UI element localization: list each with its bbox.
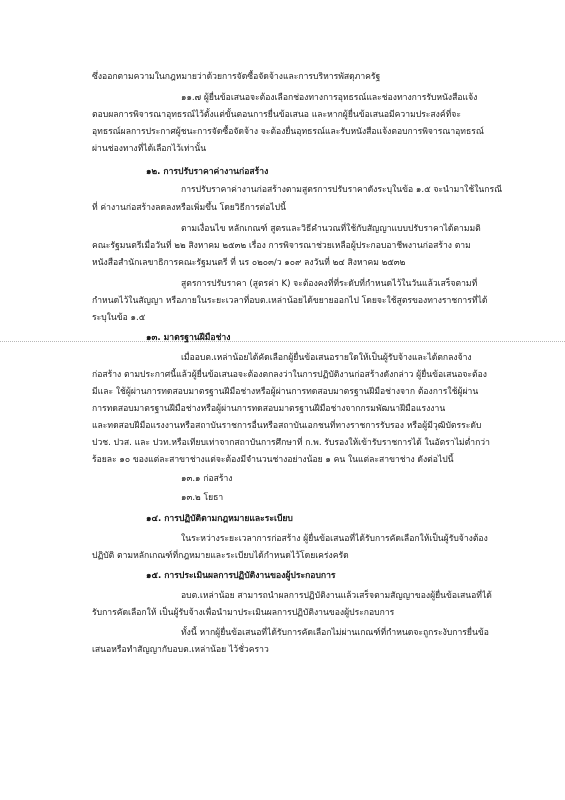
paragraph-line: รับการคัดเลือกให้ เป็นผู้รับจ้างเพื่อนำมาประเมินผลการปฏิบัติงานของผู้ประกอบการ	[92, 608, 395, 618]
paragraph-line: สูตรการปรับราคา (สูตรค่า K) จะต้องคงที่ที่ระดับที่กำหนดไว้ในวันแล้วเสร็จตามที่	[181, 279, 478, 289]
paragraph-line: ปฏิบัติ ตามหลักเกณฑ์ที่กฎหมายและระเบียบได้กำหนดไว้โดยเคร่งครัด	[92, 551, 349, 561]
scan-artifact-dotted-line	[0, 341, 565, 342]
list-item: ๑๓.๒ โยธา	[181, 493, 224, 503]
paragraph-line: อบต.เหล่าน้อย สามารถนำผลการปฏิบัติงานแล้วเสร็จตามสัญญาของผู้ยื่นข้อเสนอที่ได้	[181, 591, 492, 601]
paragraph-line: ซึ่งออกตามความในกฎหมายว่าด้วยการจัดซื้อจัดจ้างและการบริหารพัสดุภาครัฐ	[92, 72, 381, 82]
section-heading: ๑๒. การปรับราคาค่างานก่อสร้าง	[146, 167, 269, 177]
paragraph-line: ๑๑.๗ ผู้ยื่นข้อเสนอจะต้องเลือกช่องทางการอุทธรณ์และช่องทางการรับหนังสือแจ้ง	[181, 93, 478, 103]
paragraph-line: และทดสอบฝีมือแรงงานหรือสถาบันราชการอื่นหรือสถาบันเอกชนที่ทางราชการรับรอง หรือผู้มีวุฒิบัตรระดับ	[92, 421, 482, 431]
section-heading: ๑๕. การประเมินผลการปฏิบัติงานของผู้ประกอบการ	[146, 571, 336, 581]
paragraph-line: เสนอหรือทำสัญญากับอบต.เหล่าน้อย ไว้ชั่วคราว	[92, 645, 269, 655]
section-heading: ๑๔. การปฏิบัติตามกฎหมายและระเบียบ	[146, 514, 293, 524]
paragraph-line: ตามเงื่อนไข หลักเกณฑ์ สูตรและวิธีคำนวณที่ใช้กับสัญญาแบบปรับราคาได้ตามมติ	[181, 224, 481, 234]
paragraph-line: ผ่านช่องทางที่ได้เลือกไว้เท่านั้น	[92, 144, 207, 154]
paragraph-line: ร้อยละ ๑๐ ของแต่ละสาขาช่างแต่จะต้องมีจำนวนช่างอย่างน้อย ๑ คน ในแต่ละสาขาช่าง ดังต่อไปนี้	[92, 455, 454, 465]
paragraph-line: ในระหว่างระยะเวลาการก่อสร้าง ผู้ยื่นข้อเสนอที่ได้รับการคัดเลือกให้เป็นผู้รับจ้างต้อง	[181, 534, 488, 544]
paragraph-line: การทดสอบมาตรฐานฝีมือช่างหรือผู้ผ่านการทดสอบมาตรฐานฝีมือช่างจากกรมพัฒนาฝีมือแรงงาน	[92, 404, 446, 414]
list-item: ๑๓.๑ ก่อสร้าง	[181, 474, 233, 484]
paragraph-line: ระบุในข้อ ๑.๕	[92, 313, 146, 323]
paragraph-line: ทั้งนี้ หากผู้ยื่นข้อเสนอที่ได้รับการคัดเลือกไม่ผ่านเกณฑ์ที่กำหนดจะถูกระงับการยื่นข้อ	[181, 628, 489, 638]
paragraph-line: ตอบผลการพิจารณาอุทธรณ์ไว้ตั้งแต่ขั้นตอนการยื่นข้อเสนอ และหากผู้ยื่นข้อเสนอมีความประสงค์ที่จะ	[92, 110, 461, 120]
paragraph-line: อุทธรณ์ผลการประกาศผู้ชนะการจัดซื้อจัดจ้าง จะต้องยื่นอุทธรณ์และรับหนังสือแจ้งตอบการพิจารณาอุทธรณ์	[92, 127, 484, 137]
paragraph-line: ปวช. ปวส. และ ปวท.หรือเทียบเท่าจากสถาบันการศึกษาที่ ก.พ. รับรองให้เข้ารับราชการได้ ในอัตราไม่ต่ำกว่า	[92, 438, 490, 448]
paragraph-line: กำหนดไว้ในสัญญา หรือภายในระยะเวลาที่อบต.เหล่าน้อยได้ขยายออกไป โดยจะใช้สูตรของทางราชการที่ได้	[92, 296, 488, 306]
section-heading: ๑๓. มาตรฐานฝีมือช่าง	[146, 333, 231, 343]
paragraph-line: หนังสือสำนักเลขาธิการคณะรัฐมนตรี ที่ นร ๐๒๐๓/ว ๑๐๙ ลงวันที่ ๒๔ สิงหาคม ๒๕๓๒	[92, 258, 406, 268]
paragraph-line: ที่ ค่างานก่อสร้างลดลงหรือเพิ่มขึ้น โดยวิธีการต่อไปนี้	[92, 203, 286, 213]
paragraph-line: ก่อสร้าง ตามประกาศนี้แล้วผู้ยื่นข้อเสนอจะต้องตกลงว่าในการปฏิบัติงานก่อสร้างดังกล่าว ผู้ยื่นข้อเสนอจะต้อง	[92, 370, 487, 380]
paragraph-line: การปรับราคาค่างานก่อสร้างตามสูตรการปรับราคาดังระบุในข้อ ๑.๕ จะนำมาใช้ในกรณี	[181, 185, 503, 195]
paragraph-line: มีและ ใช้ผู้ผ่านการทดสอบมาตรฐานฝีมือช่างหรือผู้ผ่านการทดสอบมาตรฐานฝีมือช่างจาก ต้องการใช้ผู้ผ่าน	[92, 387, 479, 397]
paragraph-line: เมื่ออบต.เหล่าน้อยได้คัดเลือกผู้ยื่นข้อเสนอรายใดให้เป็นผู้รับจ้างและได้ตกลงจ้าง	[181, 353, 472, 363]
paragraph-line: คณะรัฐมนตรีเมื่อวันที่ ๒๒ สิงหาคม ๒๕๓๒ เรื่อง การพิจารณาช่วยเหลือผู้ประกอบอาชีพงานก่อสร้าง ตาม	[92, 241, 471, 251]
